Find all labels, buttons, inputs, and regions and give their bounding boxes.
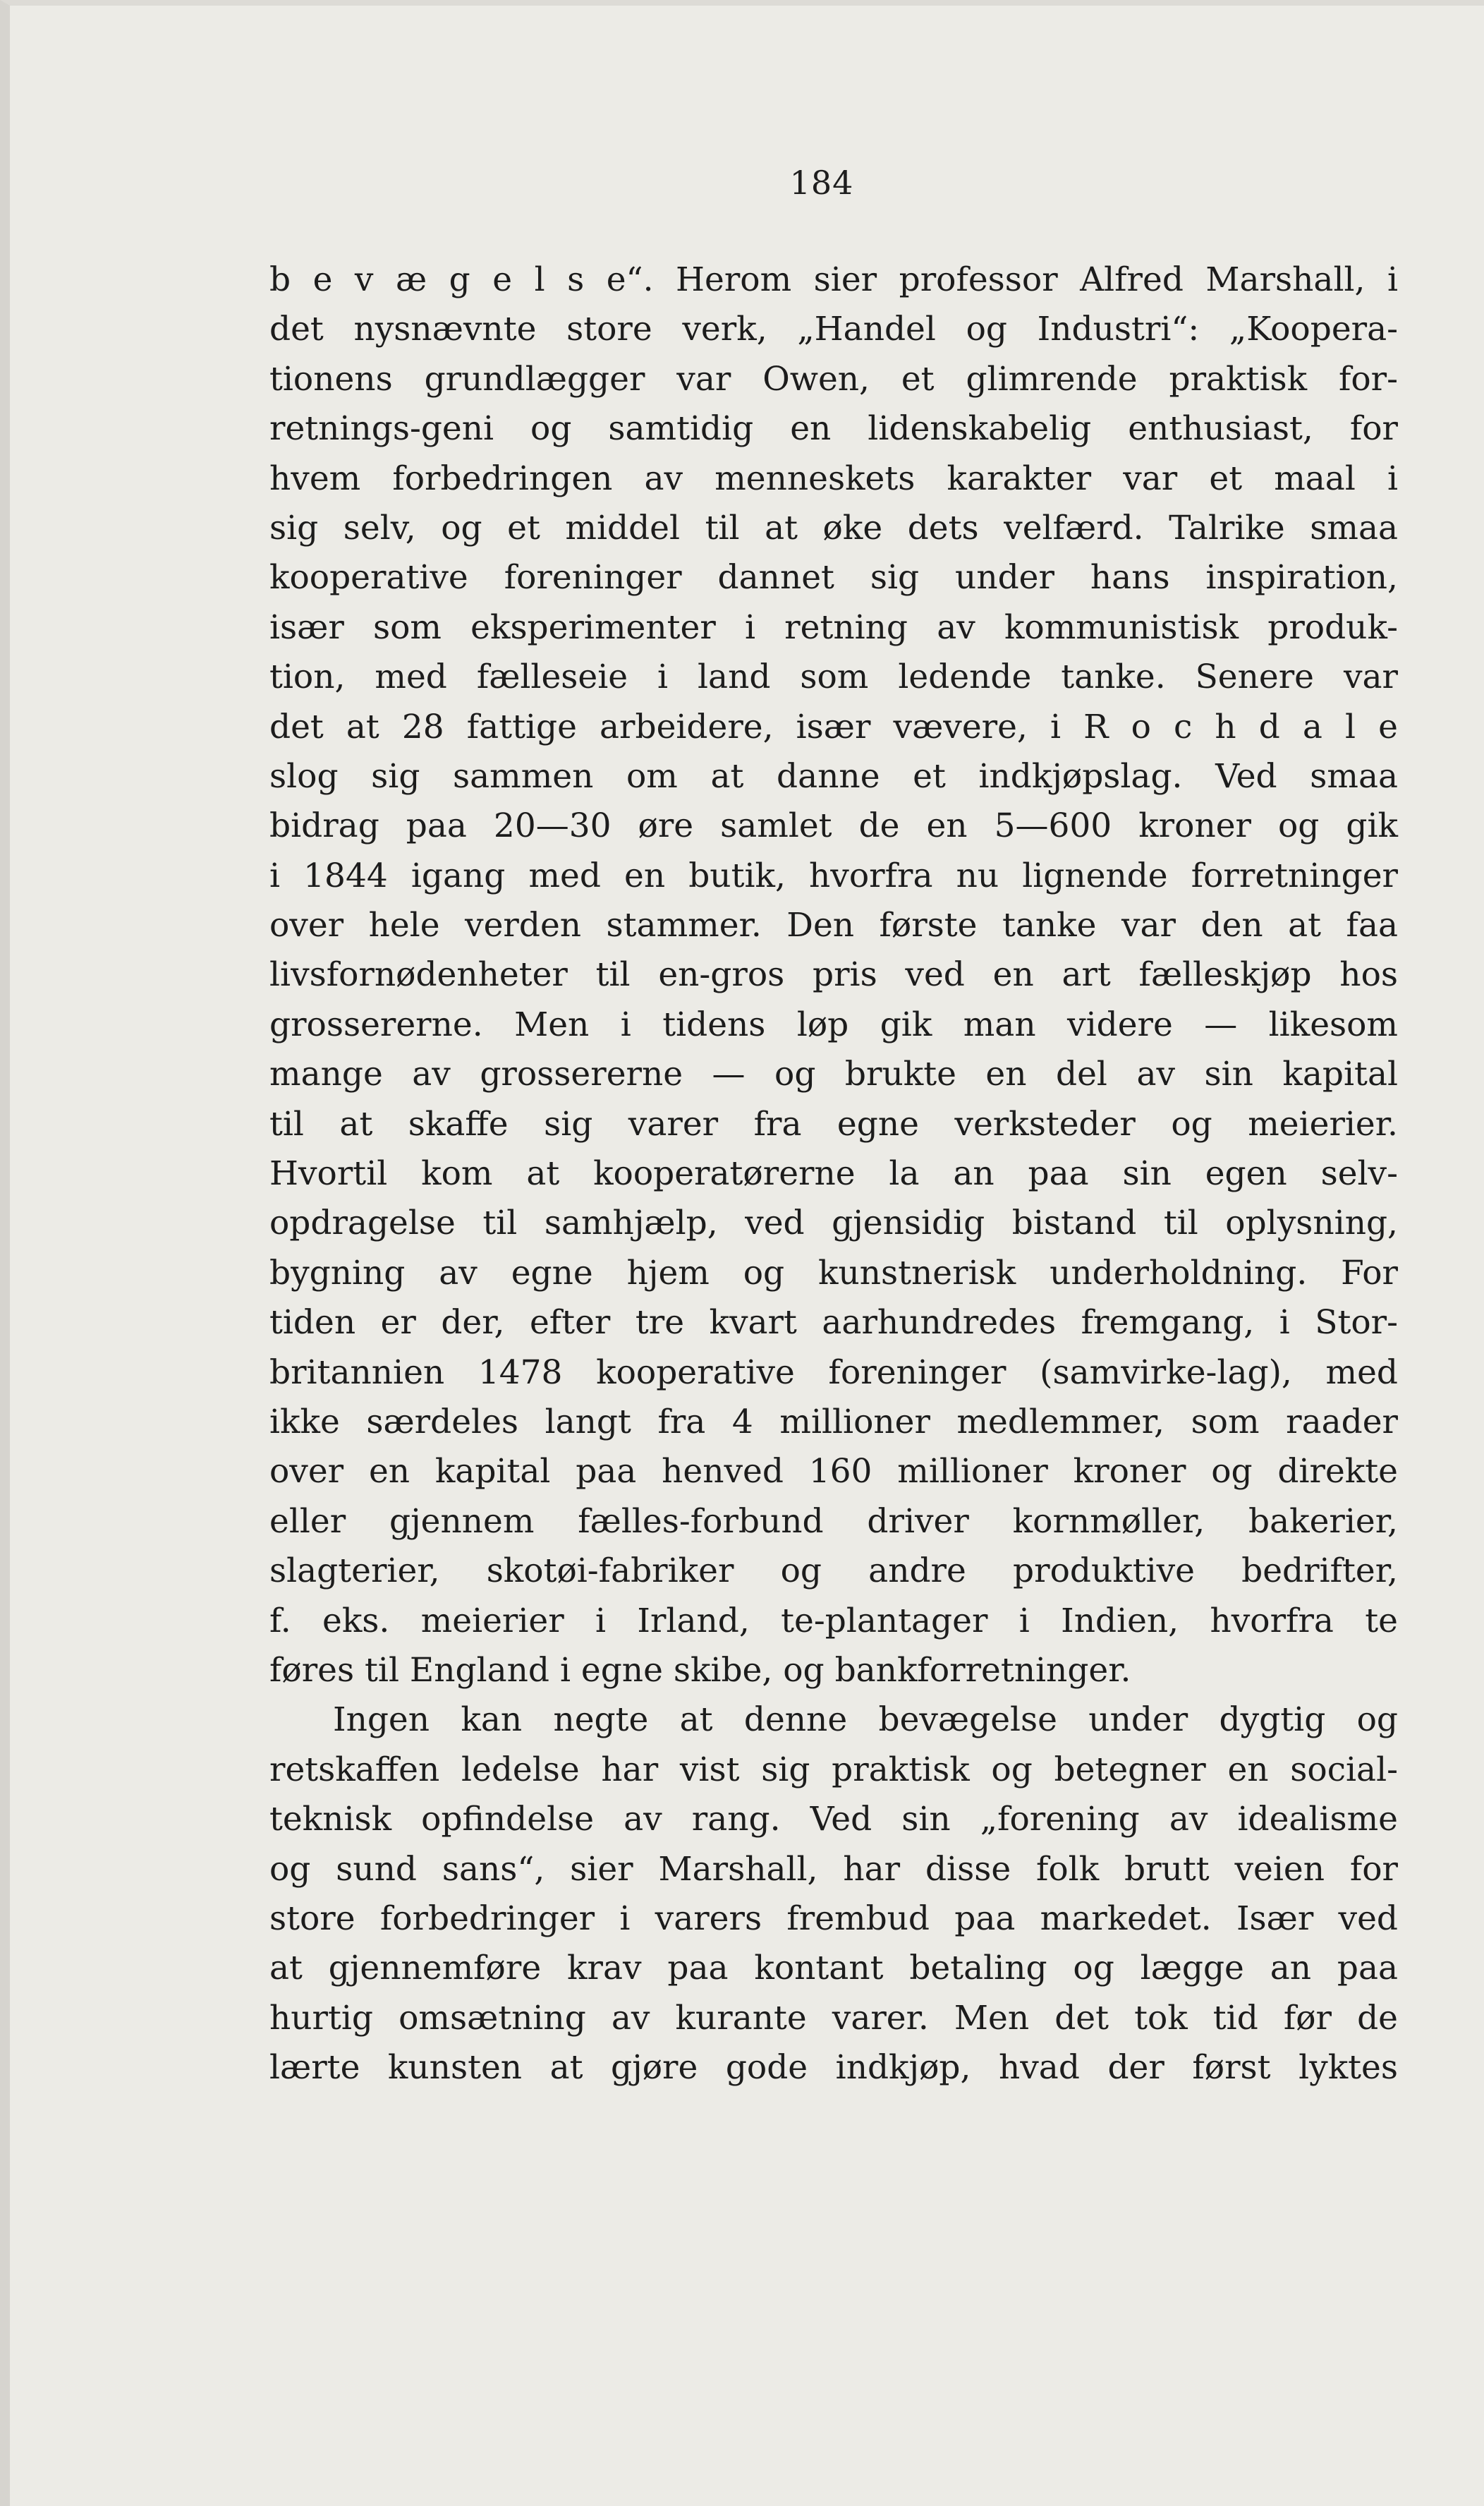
text-line: grossererne. Men i tidens løp gik man videre — likesom xyxy=(269,1005,1398,1044)
text-line: store forbedringer i varers frembud paa markedet. Især ved xyxy=(269,1899,1398,1938)
text-line: over en kapital paa henved 160 millioner kroner og direkte xyxy=(269,1452,1398,1491)
paragraph-end-line: føres til England i egne skibe, og bankforretninger. xyxy=(269,1650,1131,1690)
text-line: tion, med fælleseie i land som ledende tanke. Senere var xyxy=(269,658,1398,697)
text-line: kooperative foreninger dannet sig under hans inspiration, xyxy=(269,558,1398,598)
text-line: hvem forbedringen av menneskets karakter var et maal i xyxy=(269,459,1398,498)
text-line: eller gjennem fælles-forbund driver kornmøller, bakerier, xyxy=(269,1501,1398,1541)
text-line: og sund sans“, sier Marshall, har disse folk brutt veien for xyxy=(269,1849,1398,1889)
text-line: ikke særdeles langt fra 4 millioner medlemmer, som raader xyxy=(269,1402,1398,1441)
text-line: britannien 1478 kooperative foreninger (samvirke-lag), med xyxy=(269,1352,1398,1392)
text-line: især som eksperimenter i retning av kommunistisk produk- xyxy=(269,607,1398,647)
text-line: det nysnævnte store verk, „Handel og Industri“: „Koopera- xyxy=(269,310,1398,349)
text-line: i 1844 igang med en butik, hvorfra nu lignende forretninger xyxy=(269,856,1398,895)
text-line: teknisk opfindelse av rang. Ved sin „forening av idealisme xyxy=(269,1800,1398,1839)
text-line: til at skaffe sig varer fra egne verksteder og meierier. xyxy=(269,1104,1398,1144)
text-line: tionens grundlægger var Owen, et glimrende praktisk for- xyxy=(269,359,1398,399)
paragraph-start-line: Ingen kan negte at denne bevægelse under dygtig og xyxy=(333,1700,1398,1740)
text-line: det at 28 fattige arbeidere, især vævere, i R o c h d a l e xyxy=(269,707,1398,746)
text-line: hurtig omsætning av kurante varer. Men det tok tid før de xyxy=(269,1998,1398,2038)
text-line: slog sig sammen om at danne et indkjøpslag. Ved smaa xyxy=(269,756,1398,796)
text-line: lærte kunsten at gjøre gode indkjøp, hvad der først lyktes xyxy=(269,2048,1398,2088)
text-line: Hvortil kom at kooperatørerne la an paa sin egen selv- xyxy=(269,1154,1398,1194)
text-line: sig selv, og et middel til at øke dets velfærd. Talrike smaa xyxy=(269,508,1398,547)
body-text xyxy=(269,255,1398,2093)
text-line: slagterier, skotøi-fabriker og andre produktive bedrifter, xyxy=(269,1551,1398,1591)
text-line: livsfornødenheter til en-gros pris ved en art fælleskjøp hos xyxy=(269,955,1398,995)
page-number: 184 xyxy=(789,164,854,202)
text-line: retskaffen ledelse har vist sig praktisk og betegner en social- xyxy=(269,1750,1398,1789)
text-line: bygning av egne hjem og kunstnerisk underholdning. For xyxy=(269,1253,1398,1293)
text-line: mange av grossererne — og brukte en del av sin kapital xyxy=(269,1055,1398,1094)
text-line: retnings-geni og samtidig en lidenskabelig enthusiast, for xyxy=(269,409,1398,449)
text-line: at gjennemføre krav paa kontant betaling og lægge an paa xyxy=(269,1949,1398,1988)
text-line: opdragelse til samhjælp, ved gjensidig bistand til oplysning, xyxy=(269,1204,1398,1243)
text-line: f. eks. meierier i Irland, te-plantager i Indien, hvorfra te xyxy=(269,1601,1398,1640)
text-line: b e v æ g e l s e“. Herom sier professor Alfred Marshall, i xyxy=(269,260,1398,299)
text-line: bidrag paa 20—30 øre samlet de en 5—600 kroner og gik xyxy=(269,806,1398,846)
text-line: tiden er der, efter tre kvart aarhundredes fremgang, i Stor- xyxy=(269,1303,1398,1343)
text-line: over hele verden stammer. Den første tanke var den at faa xyxy=(269,906,1398,945)
